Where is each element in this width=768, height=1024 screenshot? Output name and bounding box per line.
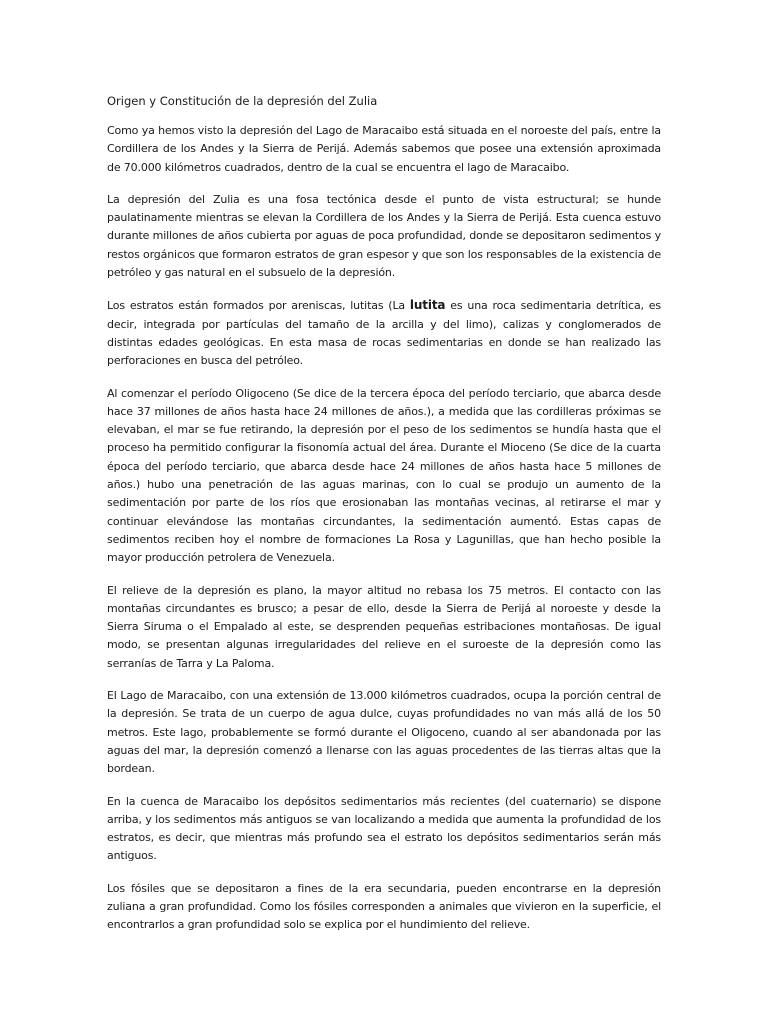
paragraph-3	[107, 296, 661, 370]
document-title: Origen y Constitución de la depresión del Zulia	[107, 94, 378, 108]
paragraph-1: Como ya hemos visto la depresión del Lago de Maracaibo está situada en el noroeste del país, entre la Cordillera de los Andes y la Sierra de Perijá. Además sabemos que posee una extensión aproximada de 70.000 kilómetros cuadrados, dentro de la cual se encuentra el lago de Maracaibo.	[107, 124, 661, 174]
paragraph-5: El relieve de la depresión es plano, la mayor altitud no rebasa los 75 metros. El contacto con las montañas circundantes es brusco; a pesar de ello, desde la Sierra de Perijá al noroeste y desde la Sierra Siruma o el Empalado al este, se desprenden pequeñas estribaciones montañosas. De igual modo, se presentan algunas irregularidades del relieve en el suroeste de la depresión como las serranías de Tarra y La Paloma.	[107, 583, 661, 670]
paragraph-6: El Lago de Maracaibo, con una extensión de 13.000 kilómetros cuadrados, ocupa la porción central de la depresión. Se trata de un cuerpo de agua dulce, cuyas profundidades no van más allá de los 50 metros. Este lago, probablemente se formó durante el Oligoceno, cuando al ser abandonada por las aguas del mar, la depresión comenzó a llenarse con las aguas procedentes de las tierras altas que la bordean.	[107, 689, 661, 776]
paragraph-3-text-after: es una roca sedimentaria detrítica, es decir, integrada por partículas del tamaño de la arcilla y del limo), calizas y conglomerados de distintas edades geológicas. En esta masa de rocas sedimentarias en donde se han realizado las perforaciones en busca del petróleo.	[107, 299, 661, 368]
paragraph-2: La depresión del Zulia es una fosa tectónica desde el punto de vista estructural; se hunde paulatinamente mientras se elevan la Cordillera de los Andes y la Sierra de Perijá. Esta cuenca estuvo durante millones de años cubierta por aguas de poca profundidad, donde se depositaron sedimentos y restos orgánicos que formaron estratos de gran espesor y que son los responsables de la existencia de petróleo y gas natural en el subsuelo de la depresión.	[107, 192, 661, 280]
term-lutita: lutita	[409, 298, 446, 313]
paragraph-8: Los fósiles que se depositaron a fines de la era secundaria, pueden encontrarse en la depresión zuliana a gran profundidad. Como los fósiles corresponden a animales que vivieron en la superficie, el encontrarlos a gran profundidad solo se explica por el hundimiento del relieve.	[107, 881, 661, 932]
paragraph-4: Al comenzar el período Oligoceno (Se dice de la tercera época del período terciario, que abarca desde hace 37 millones de años hasta hace 24 millones de años.), a medida que las cordilleras próximas se elevaban, el mar se fue retirando, la depresión por el peso de los sedimentos se hundía hasta que el proceso ha permitido configurar la fisonomía actual del área. Durante el Mioceno (Se dice de la cuarta época del período terciario, que abarca desde hace 24 millones de años hasta hace 5 millones de años.) hubo una penetración de las aguas marinas, con lo cual se produjo un aumento de la sedimentación por parte de los ríos que erosionaban las montañas vecinas, al retirarse el mar y continuar elevándose las montañas circundantes, la sedimentación aumentó. Estas capas de sedimentos reciben hoy el nombre de formaciones La Rosa y Lagunillas, que han hecho posible la mayor producción petrolera de Venezuela.	[107, 386, 661, 565]
document-page	[107, 92, 661, 949]
paragraph-3-text-before: Los estratos están formados por areniscas, lutitas (La	[107, 299, 410, 313]
paragraph-7: En la cuenca de Maracaibo los depósitos sedimentarios más recientes (del cuaternario) se dispone arriba, y los sedimentos más antiguos se van localizando a medida que aumenta la profundidad de los estratos, es decir, que mientras más profundo sea el estrato los depósitos sedimentarios serán más antiguos.	[107, 794, 661, 863]
